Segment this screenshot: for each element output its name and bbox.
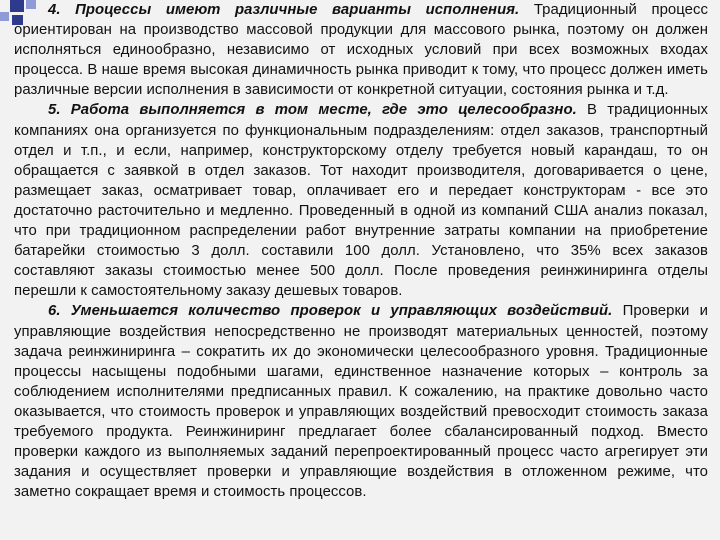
paragraph-heading: 5. Работа выполняется в том месте, где это целесообразно. (48, 102, 577, 119)
paragraph-4 (14, 0, 708, 100)
paragraph-heading: 4. Процессы имеют различные варианты исполнения. (48, 2, 520, 18)
paragraph-text: В традиционных компаниях она организуется по функциональным подразделениям: отдел заказов, транспортный отдел и т.п., и если, например, конструкторскому отделу требуется новый карандаш, то он обращается с заявкой в отдел заказов. Тот находит производителя, договаривается о цене, размещает заказ, осматривает товар, оплачивает его и передает конструкторам - все это достаточно расточительно и медленно. Проведенный в одной из компаний США анализ показал, что при традиционном распределении работ внутренние затраты компании на приобретение батарейки стоимостью 3 долл. составили 100 долл. Установлено, что 35% всех заказов составляют заказы стоимостью менее 500 долл. После проведения реинжиниринга отделы перешли к самостоятельному заказу дешевых товаров. (14, 102, 708, 300)
paragraph-5 (14, 100, 708, 301)
paragraph-text: Проверки и управляющие воздействия непосредственно не производят материальных ценностей, поэтому задача реинжиниринга – сократить их до экономически целесообразного уровня. Традиционные процессы насыщены подобными шагами, единственное назначение которых – контроль за соблюдением исполнителями предписанных правил. К сожалению, на практике довольно часто оказывается, что стоимость проверок и управляющих воздействий превосходит стоимость заказа требуемого продукта. Реинжиниринг предлагает более сбалансированный подход. Вместо проверки каждого из выполняемых заданий перепроектированный процесс часто агрегирует эти задания и осуществляет проверки и управляющие воздействия в отложенном режиме, что заметно сокращает время и стоимость процессов. (14, 303, 708, 501)
text-body (14, 0, 708, 502)
paragraph-text: Традиционный процесс ориентирован на производство массовой продукции для массового рынка, поэтому он должен исполняться единообразно, независимо от исходных условий при всех возможных входах процесса. В наше время высокая динамичность рынка приводит к тому, что процесс должен иметь различные версии исполнения в зависимости от конкретной ситуации, состояния рынка и т.д. (14, 2, 708, 99)
paragraph-heading: 6. Уменьшается количество проверок и управляющих воздействий. (48, 303, 613, 320)
paragraph-6 (14, 301, 708, 502)
decor-square (0, 12, 9, 21)
